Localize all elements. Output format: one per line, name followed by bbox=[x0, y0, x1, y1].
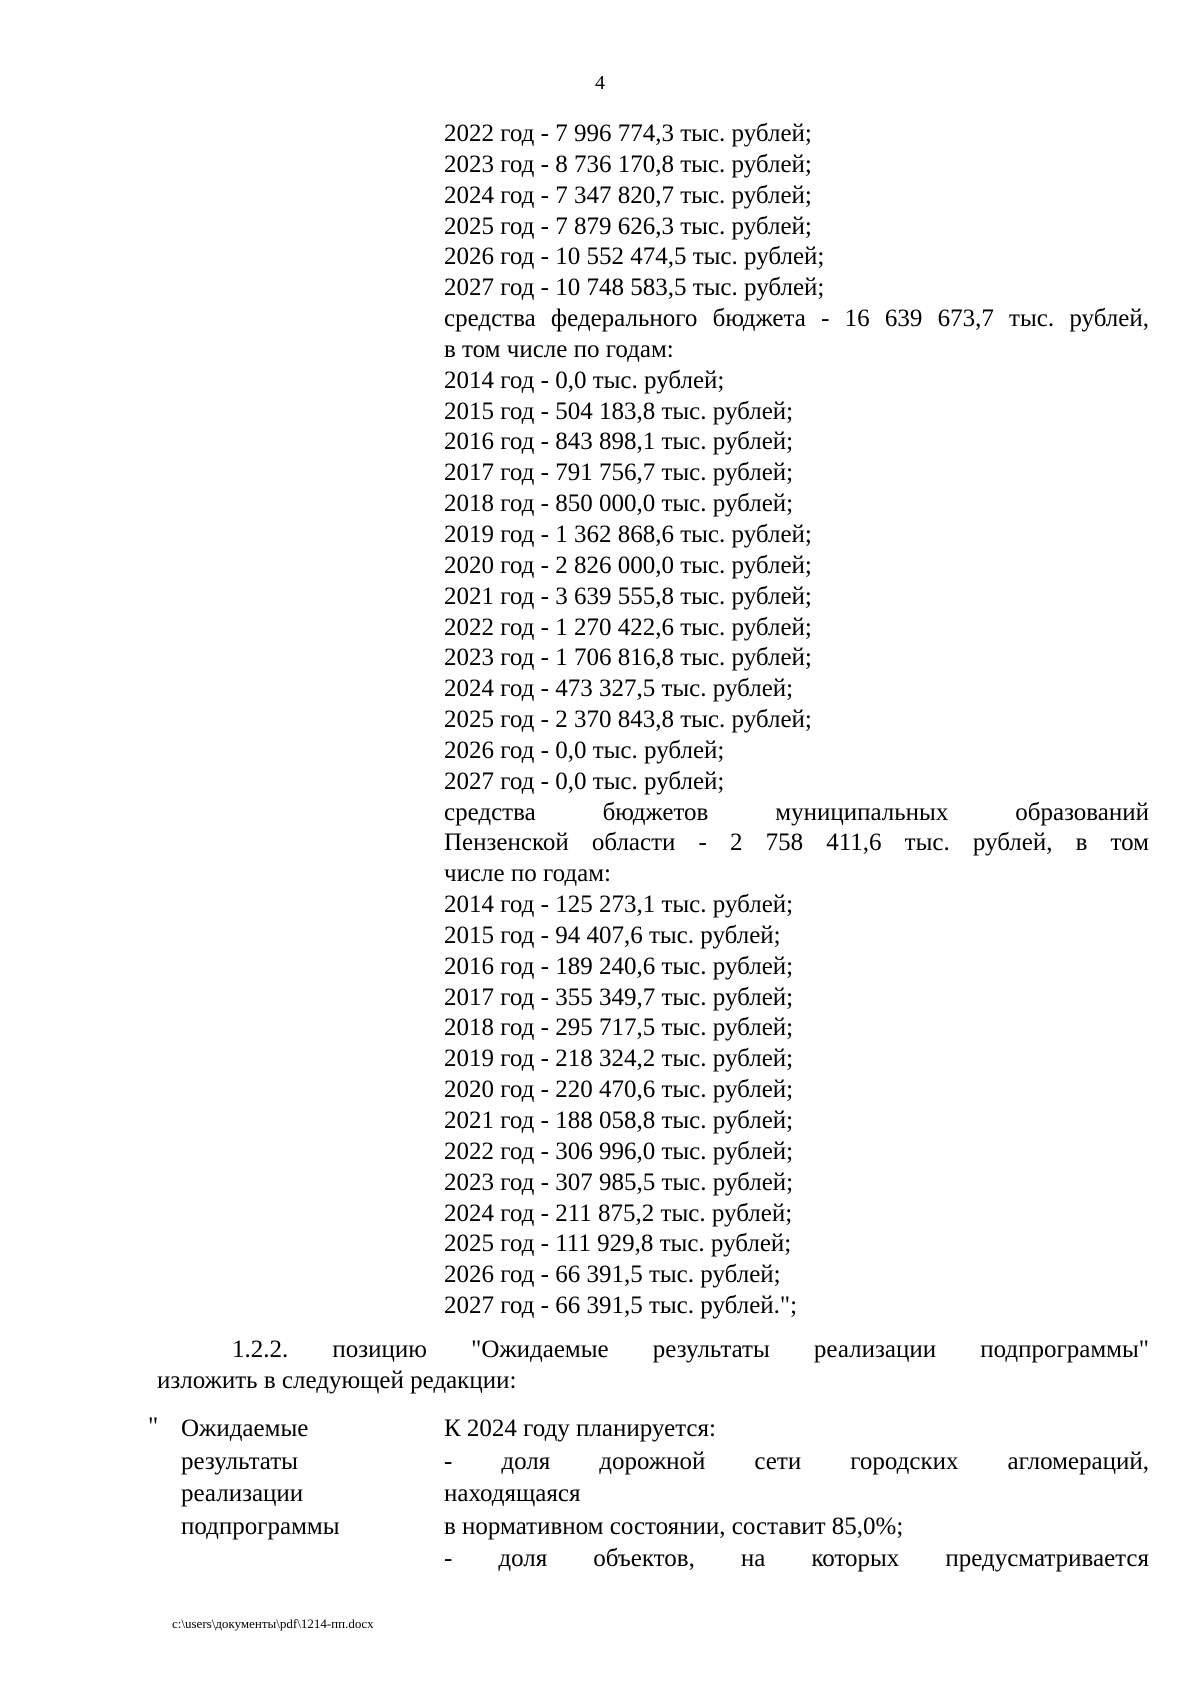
funding-line: 2026 год - 66 391,5 тыс. рублей; bbox=[444, 1261, 781, 1289]
expected-results bbox=[444, 1413, 1149, 1576]
funding-line: 2021 год - 3 639 555,8 тыс. рублей; bbox=[444, 582, 812, 610]
funding-line: 2026 год - 10 552 474,5 тыс. рублей; bbox=[444, 243, 825, 271]
funding-line: 2019 год - 218 324,2 тыс. рублей; bbox=[444, 1045, 794, 1073]
position-title-line: Ожидаемые bbox=[181, 1415, 309, 1442]
funding-line: в том числе по годам: bbox=[444, 335, 674, 363]
funding-line: 2027 год - 10 748 583,5 тыс. рублей; bbox=[444, 274, 825, 302]
funding-line: 2019 год - 1 362 868,6 тыс. рублей; bbox=[444, 520, 812, 548]
position-title bbox=[181, 1413, 411, 1543]
funding-line: 2016 год - 843 898,1 тыс. рублей; bbox=[444, 428, 794, 456]
funding-line: Пензенской области - 2 758 411,6 тыс. рублей, в том bbox=[444, 829, 1149, 857]
funding-line: 2020 год - 2 826 000,0 тыс. рублей; bbox=[444, 551, 812, 579]
funding-line: 2027 год - 66 391,5 тыс. рублей."; bbox=[444, 1292, 798, 1320]
funding-line: 2025 год - 111 929,8 тыс. рублей; bbox=[444, 1230, 792, 1258]
funding-line: 2016 год - 189 240,6 тыс. рублей; bbox=[444, 952, 794, 980]
funding-line: 2022 год - 7 996 774,3 тыс. рублей; bbox=[444, 120, 812, 147]
funding-line: 2025 год - 7 879 626,3 тыс. рублей; bbox=[444, 212, 812, 240]
funding-line: средства федерального бюджета - 16 639 673,7 тыс. рублей, bbox=[444, 305, 1149, 333]
funding-line: 2023 год - 307 985,5 тыс. рублей; bbox=[444, 1168, 794, 1196]
paragraph-line-1: 1.2.2. позицию "Ожидаемые результаты реализации подпрограммы" bbox=[232, 1336, 1149, 1363]
amendment-paragraph bbox=[157, 1334, 1149, 1396]
funding-line: 2024 год - 7 347 820,7 тыс. рублей; bbox=[444, 181, 812, 209]
position-title-line: реализации bbox=[181, 1480, 304, 1507]
funding-line: 2023 год - 8 736 170,8 тыс. рублей; bbox=[444, 150, 812, 178]
funding-line: 2014 год - 125 273,1 тыс. рублей; bbox=[444, 891, 794, 919]
funding-block bbox=[444, 119, 1149, 1322]
results-line: - доля объектов, на которых предусматривается bbox=[444, 1545, 1149, 1572]
funding-line: 2017 год - 355 349,7 тыс. рублей; bbox=[444, 983, 794, 1011]
funding-line: 2017 год - 791 756,7 тыс. рублей; bbox=[444, 459, 794, 487]
funding-line: средства бюджетов муниципальных образований bbox=[444, 798, 1149, 826]
position-title-line: подпрограммы bbox=[181, 1512, 340, 1540]
funding-line: 2023 год - 1 706 816,8 тыс. рублей; bbox=[444, 644, 812, 672]
paragraph-line-2: изложить в следующей редакции: bbox=[157, 1367, 517, 1394]
results-line: находящаяся bbox=[444, 1480, 581, 1507]
funding-line: 2020 год - 220 470,6 тыс. рублей; bbox=[444, 1076, 794, 1104]
funding-line: 2024 год - 211 875,2 тыс. рублей; bbox=[444, 1199, 793, 1227]
funding-line: 2015 год - 504 183,8 тыс. рублей; bbox=[444, 397, 794, 425]
funding-line: 2022 год - 306 996,0 тыс. рублей; bbox=[444, 1137, 794, 1165]
funding-line: 2025 год - 2 370 843,8 тыс. рублей; bbox=[444, 706, 812, 734]
results-line: - доля дорожной сети городских агломераций, bbox=[444, 1447, 1149, 1475]
funding-line: 2027 год - 0,0 тыс. рублей; bbox=[444, 767, 725, 795]
funding-line: 2015 год - 94 407,6 тыс. рублей; bbox=[444, 921, 781, 949]
results-line: К 2024 году планируется: bbox=[444, 1415, 716, 1442]
funding-line: 2024 год - 473 327,5 тыс. рублей; bbox=[444, 675, 794, 703]
funding-line: 2018 год - 850 000,0 тыс. рублей; bbox=[444, 490, 794, 518]
opening-quote: " bbox=[148, 1413, 159, 1440]
position-title-line: результаты bbox=[181, 1447, 298, 1475]
page-number: 4 bbox=[595, 72, 605, 94]
funding-line: 2022 год - 1 270 422,6 тыс. рублей; bbox=[444, 613, 812, 641]
funding-line: 2018 год - 295 717,5 тыс. рублей; bbox=[444, 1014, 794, 1042]
file-path-footer: c:\users\документы\pdf\1214-пп.docx bbox=[172, 1616, 374, 1631]
funding-line: 2021 год - 188 058,8 тыс. рублей; bbox=[444, 1107, 794, 1134]
funding-line: 2014 год - 0,0 тыс. рублей; bbox=[444, 366, 725, 394]
funding-line: числе по годам: bbox=[444, 860, 611, 888]
funding-line: 2026 год - 0,0 тыс. рублей; bbox=[444, 736, 725, 764]
results-line: в нормативном состоянии, составит 85,0%; bbox=[444, 1512, 904, 1540]
